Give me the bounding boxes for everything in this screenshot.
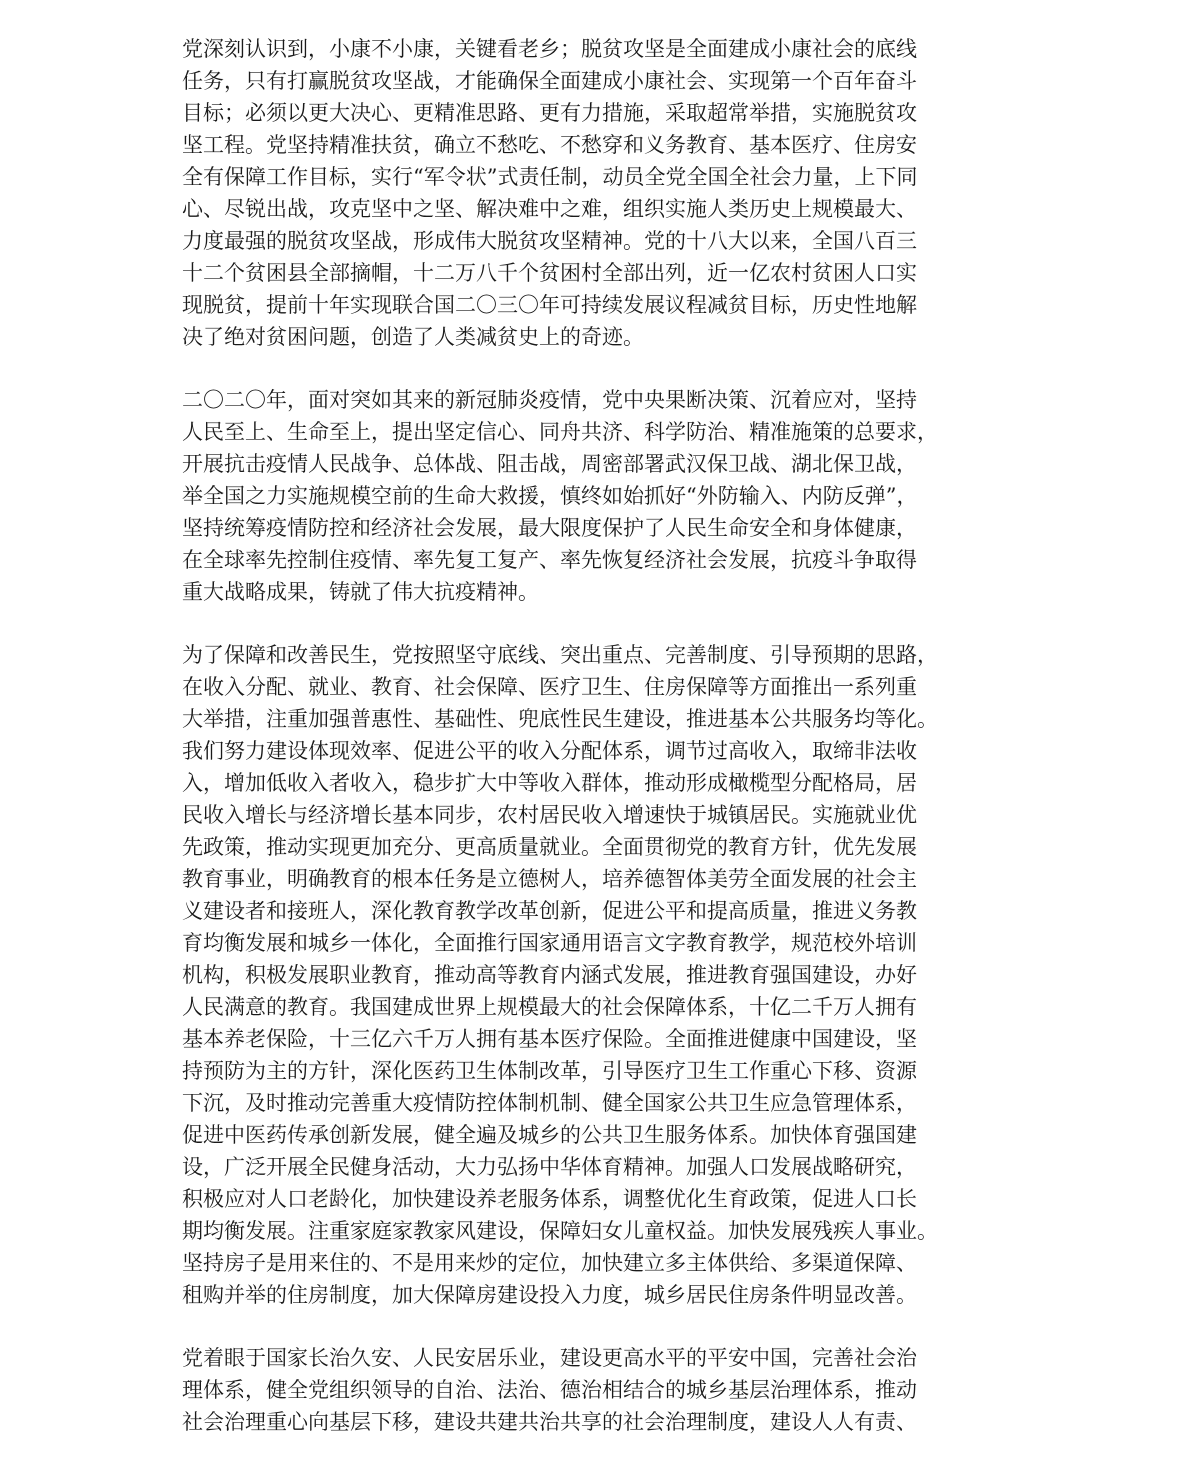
text-line: 理体系，健全党组织领导的自治、法治、德治相结合的城乡基层治理体系，推动	[182, 1378, 917, 1402]
text-line: 基本养老保险，十三亿六千万人拥有基本医疗保险。全面推进健康中国建设，坚	[182, 1027, 917, 1051]
paragraph-livelihood	[182, 639, 1020, 1311]
text-line: 人民至上、生命至上，提出坚定信心、同舟共济、科学防治、精准施策的总要求，	[182, 420, 938, 444]
text-line: 任务，只有打赢脱贫攻坚战，才能确保全面建成小康社会、实现第一个百年奋斗	[182, 69, 917, 93]
text-line: 教育事业，明确教育的根本任务是立德树人，培养德智体美劳全面发展的社会主	[182, 867, 917, 891]
text-line: 坚持统筹疫情防控和经济社会发展，最大限度保护了人民生命安全和身体健康，	[182, 516, 917, 540]
text-line: 党深刻认识到，小康不小康，关键看老乡；脱贫攻坚是全面建成小康社会的底线	[182, 37, 917, 61]
text-line: 力度最强的脱贫攻坚战，形成伟大脱贫攻坚精神。党的十八大以来，全国八百三	[182, 229, 917, 253]
paragraph-epidemic-response	[182, 384, 1020, 608]
text-line: 人民满意的教育。我国建成世界上规模最大的社会保障体系，十亿二千万人拥有	[182, 995, 917, 1019]
text-line: 坚持房子是用来住的、不是用来炒的定位，加快建立多主体供给、多渠道保障、	[182, 1251, 917, 1275]
text-line: 目标；必须以更大决心、更精准思路、更有力措施，采取超常举措，实施脱贫攻	[182, 101, 917, 125]
text-line: 坚工程。党坚持精准扶贫，确立不愁吃、不愁穿和义务教育、基本医疗、住房安	[182, 133, 917, 157]
text-line: 举全国之力实施规模空前的生命大救援，慎终如始抓好“外防输入、内防反弹”，	[182, 484, 918, 508]
text-line: 现脱贫，提前十年实现联合国二〇三〇年可持续发展议程减贫目标，历史性地解	[182, 293, 917, 317]
text-line: 决了绝对贫困问题，创造了人类减贫史上的奇迹。	[182, 325, 644, 349]
text-line: 为了保障和改善民生，党按照坚守底线、突出重点、完善制度、引导预期的思路，	[182, 643, 938, 667]
text-line: 二〇二〇年，面对突如其来的新冠肺炎疫情，党中央果断决策、沉着应对，坚持	[182, 388, 917, 412]
text-line: 促进中医药传承创新发展，健全遍及城乡的公共卫生服务体系。加快体育强国建	[182, 1123, 917, 1147]
text-line: 全有保障工作目标，实行“军令状”式责任制，动员全党全国全社会力量，上下同	[182, 165, 918, 189]
text-line: 先政策，推动实现更加充分、更高质量就业。全面贯彻党的教育方针，优先发展	[182, 835, 917, 859]
text-line: 在全球率先控制住疫情、率先复工复产、率先恢复经济社会发展，抗疫斗争取得	[182, 548, 917, 572]
text-line: 在收入分配、就业、教育、社会保障、医疗卫生、住房保障等方面推出一系列重	[182, 675, 917, 699]
text-line: 重大战略成果，铸就了伟大抗疫精神。	[182, 580, 539, 604]
text-line: 租购并举的住房制度，加大保障房建设投入力度，城乡居民住房条件明显改善。	[182, 1283, 917, 1307]
text-line: 开展抗击疫情人民战争、总体战、阻击战，周密部署武汉保卫战、湖北保卫战，	[182, 452, 917, 476]
text-line: 下沉，及时推动完善重大疫情防控体制机制、健全国家公共卫生应急管理体系，	[182, 1091, 917, 1115]
document-page	[182, 33, 1020, 1469]
text-line: 育均衡发展和城乡一体化，全面推行国家通用语言文字教育教学，规范校外培训	[182, 931, 917, 955]
text-line: 积极应对人口老龄化，加快建设养老服务体系，调整优化生育政策，促进人口长	[182, 1187, 917, 1211]
text-line: 设，广泛开展全民健身活动，大力弘扬中华体育精神。加强人口发展战略研究，	[182, 1155, 917, 1179]
text-line: 社会治理重心向基层下移，建设共建共治共享的社会治理制度，建设人人有责、	[182, 1410, 917, 1434]
text-line: 党着眼于国家长治久安、人民安居乐业，建设更高水平的平安中国，完善社会治	[182, 1346, 917, 1370]
text-line: 心、尽锐出战，攻克坚中之坚、解决难中之难，组织实施人类历史上规模最大、	[182, 197, 917, 221]
paragraph-poverty-alleviation	[182, 33, 1020, 353]
text-line: 我们努力建设体现效率、促进公平的收入分配体系，调节过高收入，取缔非法收	[182, 739, 917, 763]
text-line: 期均衡发展。注重家庭家教家风建设，保障妇女儿童权益。加快发展残疾人事业。	[182, 1219, 938, 1243]
text-line: 大举措，注重加强普惠性、基础性、兜底性民生建设，推进基本公共服务均等化。	[182, 707, 938, 731]
text-line: 十二个贫困县全部摘帽，十二万八千个贫困村全部出列，近一亿农村贫困人口实	[182, 261, 917, 285]
text-line: 义建设者和接班人，深化教育教学改革创新，促进公平和提高质量，推进义务教	[182, 899, 917, 923]
text-line: 入，增加低收入者收入，稳步扩大中等收入群体，推动形成橄榄型分配格局，居	[182, 771, 917, 795]
text-line: 持预防为主的方针，深化医药卫生体制改革，引导医疗卫生工作重心下移、资源	[182, 1059, 917, 1083]
paragraph-social-governance	[182, 1342, 1020, 1438]
text-line: 民收入增长与经济增长基本同步，农村居民收入增速快于城镇居民。实施就业优	[182, 803, 917, 827]
text-line: 机构，积极发展职业教育，推动高等教育内涵式发展，推进教育强国建设，办好	[182, 963, 917, 987]
